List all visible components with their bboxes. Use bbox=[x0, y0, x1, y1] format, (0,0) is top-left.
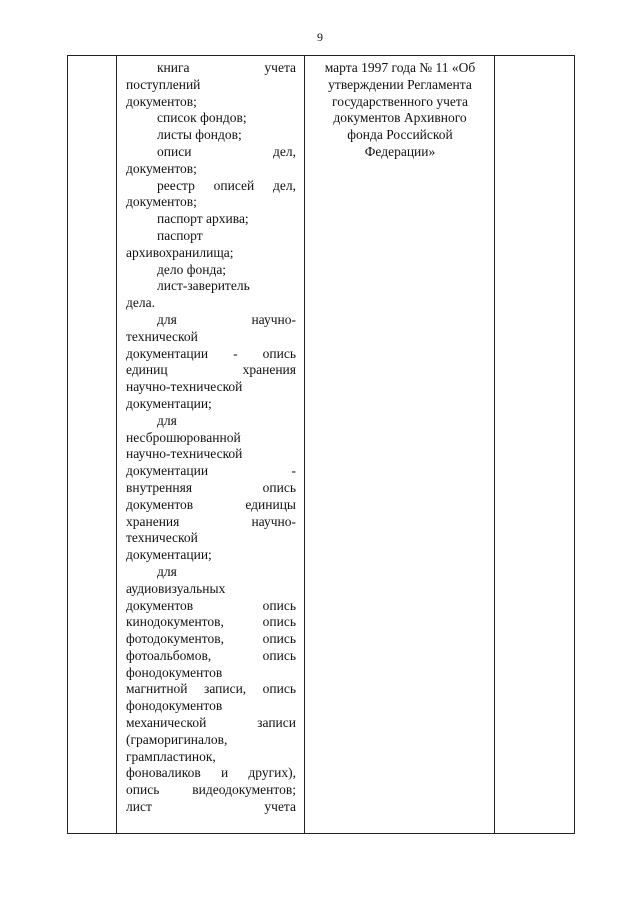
documents-list-line: фоноваликов и других), bbox=[126, 765, 296, 781]
documents-list-line: магнитной записи, опись bbox=[126, 681, 296, 697]
documents-list-line: фонодокументов bbox=[126, 664, 223, 680]
documents-list-line: фотоальбомов, опись bbox=[126, 647, 296, 663]
documents-list-line: технической bbox=[126, 328, 198, 344]
documents-list-line: реестр описей дел, bbox=[157, 177, 296, 193]
document-table bbox=[67, 55, 575, 834]
legal-basis-cell bbox=[310, 60, 490, 161]
documents-list-line: паспорт bbox=[157, 227, 203, 243]
documents-list-line: технической bbox=[126, 530, 198, 546]
documents-list-line: документации; bbox=[126, 395, 212, 411]
documents-list-line: документации - опись bbox=[126, 345, 296, 361]
documents-list-line: книга учета bbox=[157, 60, 296, 75]
legal-basis-line: фонда Российской bbox=[347, 127, 453, 143]
documents-list-line: грампластинок, bbox=[126, 748, 216, 764]
documents-list-line: документов; bbox=[126, 160, 197, 176]
legal-basis-line: государственного учета bbox=[332, 93, 468, 109]
documents-list-line: документации - bbox=[126, 463, 296, 479]
documents-list-line: несброшюрованной bbox=[126, 429, 241, 445]
documents-list-line: фотодокументов, опись bbox=[126, 631, 296, 647]
documents-list-line: кинодокументов, опись bbox=[126, 614, 296, 630]
documents-list-line: лист-заверитель bbox=[157, 278, 250, 294]
documents-list-line: документации; bbox=[126, 547, 212, 563]
documents-list-line: документов; bbox=[126, 194, 197, 210]
documents-list-cell bbox=[126, 60, 296, 816]
documents-list-line: поступлений bbox=[126, 76, 201, 92]
legal-basis-line: Федерации» bbox=[364, 143, 436, 159]
documents-list-line: листы фондов; bbox=[157, 127, 242, 143]
documents-list-line: механической записи bbox=[126, 715, 296, 731]
documents-list-line: описи дел, bbox=[157, 143, 296, 159]
documents-list-line: документов; bbox=[126, 93, 197, 109]
documents-list-line: дела. bbox=[126, 295, 155, 311]
documents-list-line: дело фонда; bbox=[157, 261, 227, 277]
documents-list-line: хранения научно- bbox=[126, 513, 296, 529]
column-divider-2 bbox=[304, 56, 305, 833]
documents-list-line: (граморигиналов, bbox=[126, 731, 228, 747]
documents-list-line: единиц хранения bbox=[126, 362, 296, 378]
documents-list-line: список фондов; bbox=[157, 110, 247, 126]
documents-list-line: научно-технической bbox=[126, 446, 243, 462]
documents-list-line: паспорт архива; bbox=[157, 211, 249, 227]
documents-list-line: лист учета bbox=[126, 799, 296, 815]
documents-list-line: для научно- bbox=[157, 311, 296, 327]
documents-list-line: опись видеодокументов; bbox=[126, 782, 296, 798]
documents-list-line: аудиовизуальных bbox=[126, 580, 226, 596]
column-divider-3 bbox=[494, 56, 495, 833]
documents-list-line: архивохранилища; bbox=[126, 244, 234, 260]
legal-basis-line: утверждении Регламента bbox=[328, 76, 472, 92]
documents-list-line: внутренняя опись bbox=[126, 479, 296, 495]
documents-list-line: научно-технической bbox=[126, 379, 243, 395]
column-divider-1 bbox=[116, 56, 117, 833]
documents-list-line: для bbox=[157, 563, 177, 579]
legal-basis-line: документов Архивного bbox=[333, 110, 467, 126]
documents-list-line: документов опись bbox=[126, 597, 296, 613]
documents-list-line: документов единицы bbox=[126, 496, 296, 512]
documents-list-line: для bbox=[157, 412, 177, 428]
page-number: 9 bbox=[317, 30, 323, 44]
legal-basis-line: марта 1997 года № 11 «Об bbox=[324, 60, 476, 75]
documents-list-line: фонодокументов bbox=[126, 698, 223, 714]
